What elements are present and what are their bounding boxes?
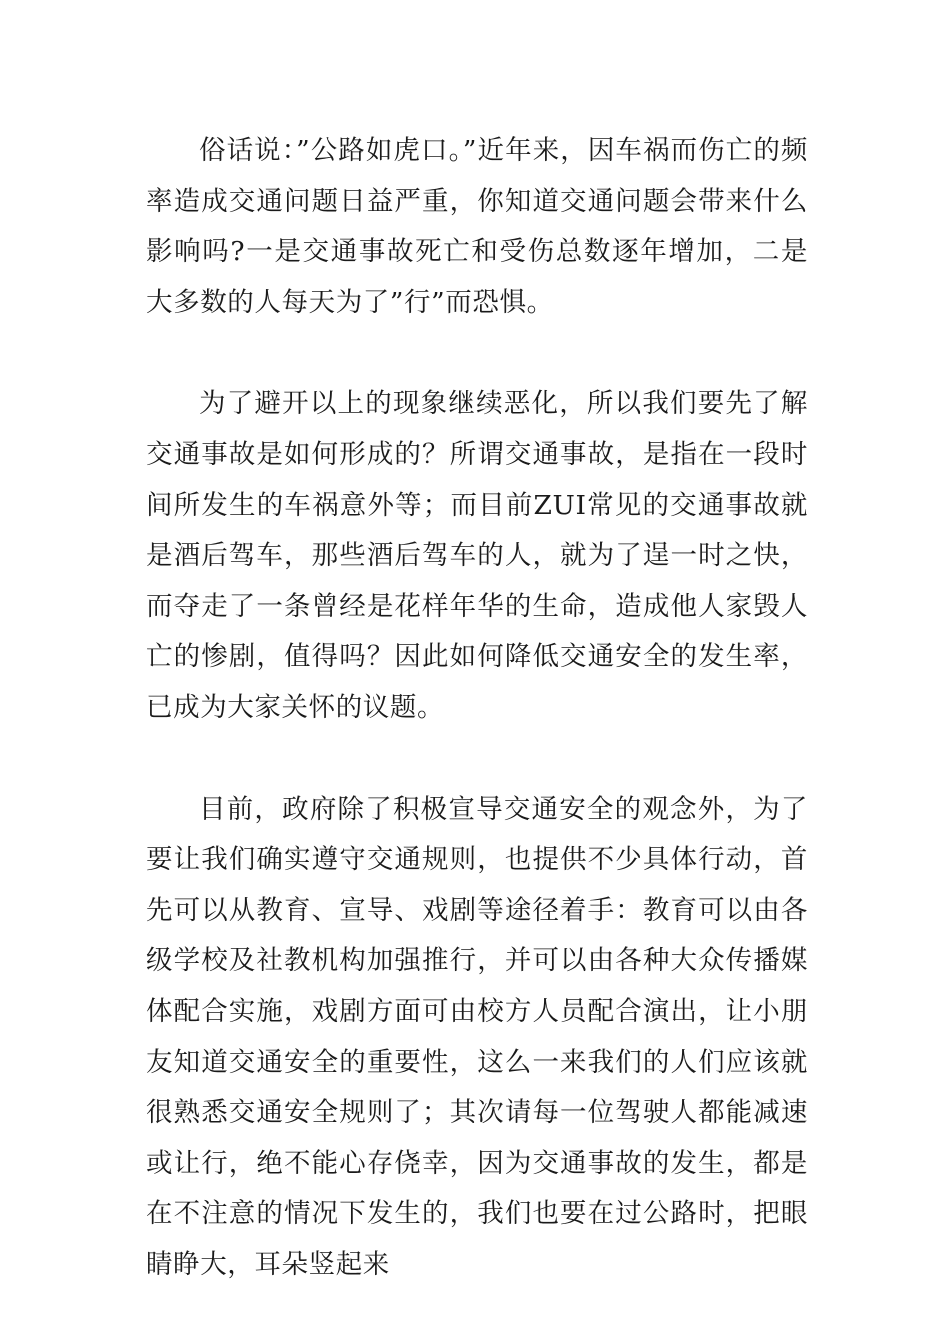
- paragraph-3: 目前，政府除了积极宣导交通安全的观念外，为了要让我们确实遵守交通规则，也提供不少具体行动，首先可以从教育、宣导、戏剧等途径着手：教育可以由各级学校及社教机构加强推行，并可以由各种大众传播媒体配合实施，戏剧方面可由校方人员配合演出，让小朋友知道交通安全的重要性，这么一来我们的人们应该就很熟悉交通安全规则了；其次请每一位驾驶人都能减速或让行，绝不能心存侥幸，因为交通事故的发生，都是在不注意的情况下发生的，我们也要在过公路时，把眼睛睁大，耳朵竖起来: [146, 793, 808, 1280]
- paragraph-1: 俗话说：”公路如虎口。”近年来，因车祸而伤亡的频率造成交通问题日益严重，你知道交通问题会带来什么影响吗?一是交通事故死亡和受伤总数逐年增加，二是大多数的人每天为了”行”而恐惧。: [146, 135, 808, 318]
- document-body: [146, 126, 808, 1290]
- paragraph-2: 为了避开以上的现象继续恶化，所以我们要先了解交通事故是如何形成的？所谓交通事故，是指在一段时间所发生的车祸意外等；而目前ZUI常见的交通事故就是酒后驾车，那些酒后驾车的人，就为了逞一时之快，而夺走了一条曾经是花样年华的生命，造成他人家毁人亡的惨剧，值得吗？因此如何降低交通安全的发生率，已成为大家关怀的议题。: [146, 388, 808, 723]
